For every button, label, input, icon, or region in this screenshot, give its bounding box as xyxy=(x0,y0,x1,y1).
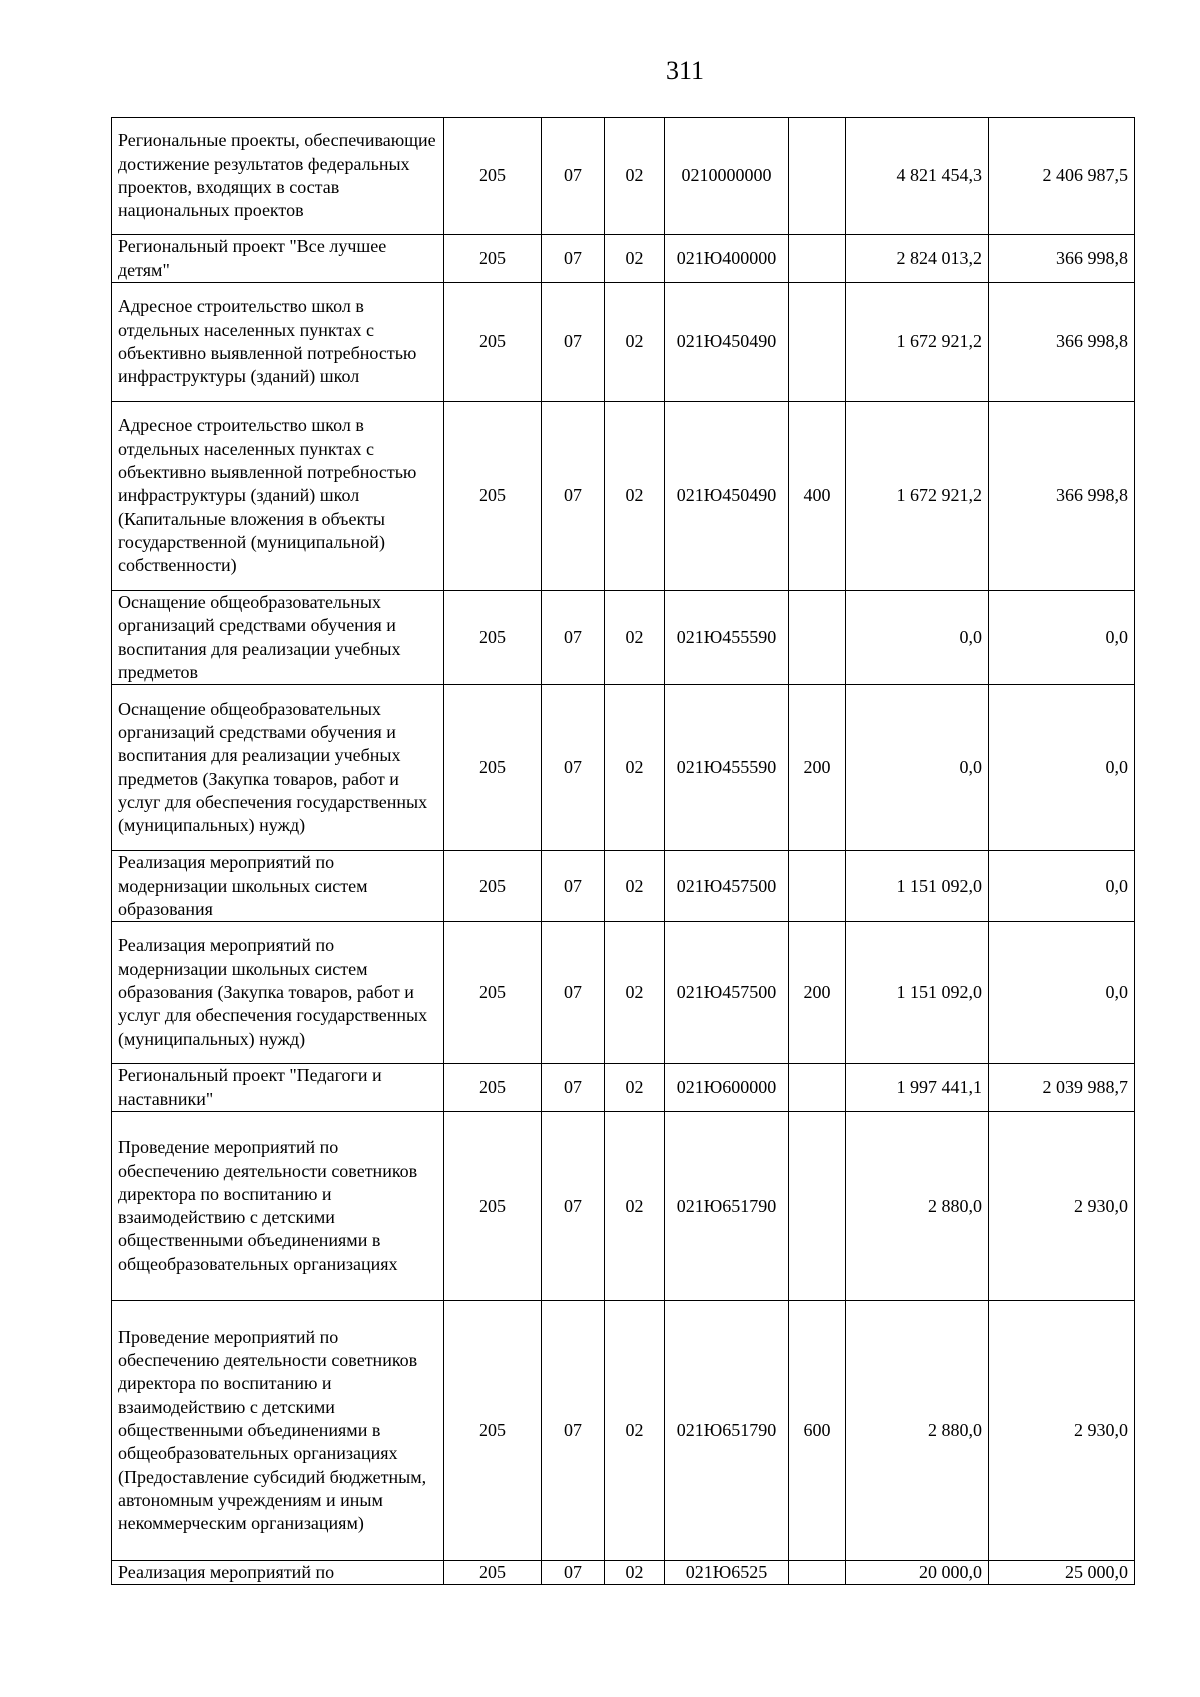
row-subsection-code: 02 xyxy=(605,685,665,851)
row-ministry-code: 205 xyxy=(444,402,542,591)
row-amount-1: 4 821 454,3 xyxy=(846,118,989,235)
row-amount-1: 1 672 921,2 xyxy=(846,283,989,402)
row-ministry-code: 205 xyxy=(444,591,542,685)
row-amount-1: 2 880,0 xyxy=(846,1301,989,1561)
row-target-code: 021Ю457500 xyxy=(665,851,789,922)
row-section-code: 07 xyxy=(542,283,605,402)
row-amount-2: 2 039 988,7 xyxy=(989,1064,1135,1112)
row-amount-1: 1 151 092,0 xyxy=(846,851,989,922)
row-target-code: 021Ю6525 xyxy=(665,1561,789,1585)
row-name: Адресное строительство школ в отдельных населенных пунктах с объективно выявленной потребностью инфраструктуры (зданий) школ (Капитальные вложения в объекты государственной (муниципальной) собственности) xyxy=(112,402,444,591)
row-name: Реализация мероприятий по модернизации школьных систем образования (Закупка товаров, работ и услуг для обеспечения государственных (муниципальных) нужд) xyxy=(112,922,444,1064)
row-amount-2: 0,0 xyxy=(989,922,1135,1064)
row-amount-1: 0,0 xyxy=(846,591,989,685)
row-section-code: 07 xyxy=(542,402,605,591)
row-subsection-code: 02 xyxy=(605,851,665,922)
row-section-code: 07 xyxy=(542,1064,605,1112)
row-subsection-code: 02 xyxy=(605,402,665,591)
row-amount-2: 0,0 xyxy=(989,685,1135,851)
row-section-code: 07 xyxy=(542,591,605,685)
table-row xyxy=(112,922,1135,1064)
table-row xyxy=(112,118,1135,235)
row-amount-1: 2 824 013,2 xyxy=(846,235,989,283)
row-expense-type xyxy=(789,1112,846,1301)
row-expense-type xyxy=(789,235,846,283)
row-name: Региональные проекты, обеспечивающие достижение результатов федеральных проектов, входящих в состав национальных проектов xyxy=(112,118,444,235)
row-amount-2: 366 998,8 xyxy=(989,235,1135,283)
table-row xyxy=(112,685,1135,851)
row-name: Оснащение общеобразовательных организаций средствами обучения и воспитания для реализации учебных предметов xyxy=(112,591,444,685)
row-target-code: 021Ю457500 xyxy=(665,922,789,1064)
row-subsection-code: 02 xyxy=(605,283,665,402)
row-subsection-code: 02 xyxy=(605,235,665,283)
row-amount-1: 2 880,0 xyxy=(846,1112,989,1301)
row-name: Реализация мероприятий по модернизации школьных систем образования xyxy=(112,851,444,922)
row-expense-type xyxy=(789,118,846,235)
row-amount-2: 366 998,8 xyxy=(989,402,1135,591)
row-name: Региональный проект "Педагоги и наставники" xyxy=(112,1064,444,1112)
row-ministry-code: 205 xyxy=(444,1561,542,1585)
row-amount-1: 20 000,0 xyxy=(846,1561,989,1585)
row-amount-2: 2 930,0 xyxy=(989,1301,1135,1561)
budget-table xyxy=(111,117,1135,1585)
row-name: Региональный проект "Все лучшее детям" xyxy=(112,235,444,283)
row-subsection-code: 02 xyxy=(605,922,665,1064)
row-target-code: 021Ю455590 xyxy=(665,685,789,851)
table-row xyxy=(112,283,1135,402)
row-ministry-code: 205 xyxy=(444,118,542,235)
row-target-code: 021Ю651790 xyxy=(665,1301,789,1561)
row-name: Реализация мероприятий по xyxy=(112,1561,444,1585)
row-subsection-code: 02 xyxy=(605,1064,665,1112)
row-target-code: 021Ю450490 xyxy=(665,402,789,591)
row-target-code: 021Ю455590 xyxy=(665,591,789,685)
row-amount-2: 0,0 xyxy=(989,851,1135,922)
row-amount-1: 0,0 xyxy=(846,685,989,851)
row-amount-1: 1 672 921,2 xyxy=(846,402,989,591)
row-expense-type: 200 xyxy=(789,922,846,1064)
row-ministry-code: 205 xyxy=(444,851,542,922)
row-ministry-code: 205 xyxy=(444,235,542,283)
row-amount-1: 1 997 441,1 xyxy=(846,1064,989,1112)
row-expense-type xyxy=(789,851,846,922)
row-ministry-code: 205 xyxy=(444,1301,542,1561)
table-row xyxy=(112,402,1135,591)
row-target-code: 021Ю651790 xyxy=(665,1112,789,1301)
row-expense-type xyxy=(789,283,846,402)
table-row xyxy=(112,851,1135,922)
row-target-code: 021Ю450490 xyxy=(665,283,789,402)
table-row xyxy=(112,591,1135,685)
row-expense-type xyxy=(789,1064,846,1112)
table-row xyxy=(112,1064,1135,1112)
row-name: Проведение мероприятий по обеспечению деятельности советников директора по воспитанию и взаимодействию с детскими общественными объединениями в общеобразовательных организациях (Предоставление субсидий бюджетным, автономным учреждениям и иным некоммерческим организациям) xyxy=(112,1301,444,1561)
row-amount-2: 0,0 xyxy=(989,591,1135,685)
row-target-code: 0210000000 xyxy=(665,118,789,235)
row-ministry-code: 205 xyxy=(444,922,542,1064)
row-section-code: 07 xyxy=(542,685,605,851)
row-target-code: 021Ю600000 xyxy=(665,1064,789,1112)
row-amount-2: 366 998,8 xyxy=(989,283,1135,402)
row-section-code: 07 xyxy=(542,1112,605,1301)
row-name: Оснащение общеобразовательных организаций средствами обучения и воспитания для реализации учебных предметов (Закупка товаров, работ и услуг для обеспечения государственных (муниципальных) нужд) xyxy=(112,685,444,851)
row-section-code: 07 xyxy=(542,851,605,922)
row-ministry-code: 205 xyxy=(444,1112,542,1301)
row-section-code: 07 xyxy=(542,118,605,235)
budget-table-body xyxy=(112,118,1135,1585)
row-name: Проведение мероприятий по обеспечению деятельности советников директора по воспитанию и взаимодействию с детскими общественными объединениями в общеобразовательных организациях xyxy=(112,1112,444,1301)
row-expense-type: 600 xyxy=(789,1301,846,1561)
row-ministry-code: 205 xyxy=(444,685,542,851)
row-subsection-code: 02 xyxy=(605,591,665,685)
row-expense-type xyxy=(789,591,846,685)
table-row xyxy=(112,1112,1135,1301)
row-amount-2: 2 930,0 xyxy=(989,1112,1135,1301)
row-name: Адресное строительство школ в отдельных населенных пунктах с объективно выявленной потребностью инфраструктуры (зданий) школ xyxy=(112,283,444,402)
row-section-code: 07 xyxy=(542,922,605,1064)
page-number: 311 xyxy=(665,56,705,85)
table-row xyxy=(112,235,1135,283)
row-expense-type: 200 xyxy=(789,685,846,851)
row-amount-2: 2 406 987,5 xyxy=(989,118,1135,235)
table-row xyxy=(112,1561,1135,1585)
row-target-code: 021Ю400000 xyxy=(665,235,789,283)
row-section-code: 07 xyxy=(542,1561,605,1585)
row-subsection-code: 02 xyxy=(605,118,665,235)
row-section-code: 07 xyxy=(542,1301,605,1561)
row-amount-2: 25 000,0 xyxy=(989,1561,1135,1585)
row-amount-1: 1 151 092,0 xyxy=(846,922,989,1064)
row-subsection-code: 02 xyxy=(605,1561,665,1585)
row-ministry-code: 205 xyxy=(444,283,542,402)
row-section-code: 07 xyxy=(542,235,605,283)
row-ministry-code: 205 xyxy=(444,1064,542,1112)
row-subsection-code: 02 xyxy=(605,1301,665,1561)
row-expense-type: 400 xyxy=(789,402,846,591)
row-subsection-code: 02 xyxy=(605,1112,665,1301)
table-row xyxy=(112,1301,1135,1561)
row-expense-type xyxy=(789,1561,846,1585)
